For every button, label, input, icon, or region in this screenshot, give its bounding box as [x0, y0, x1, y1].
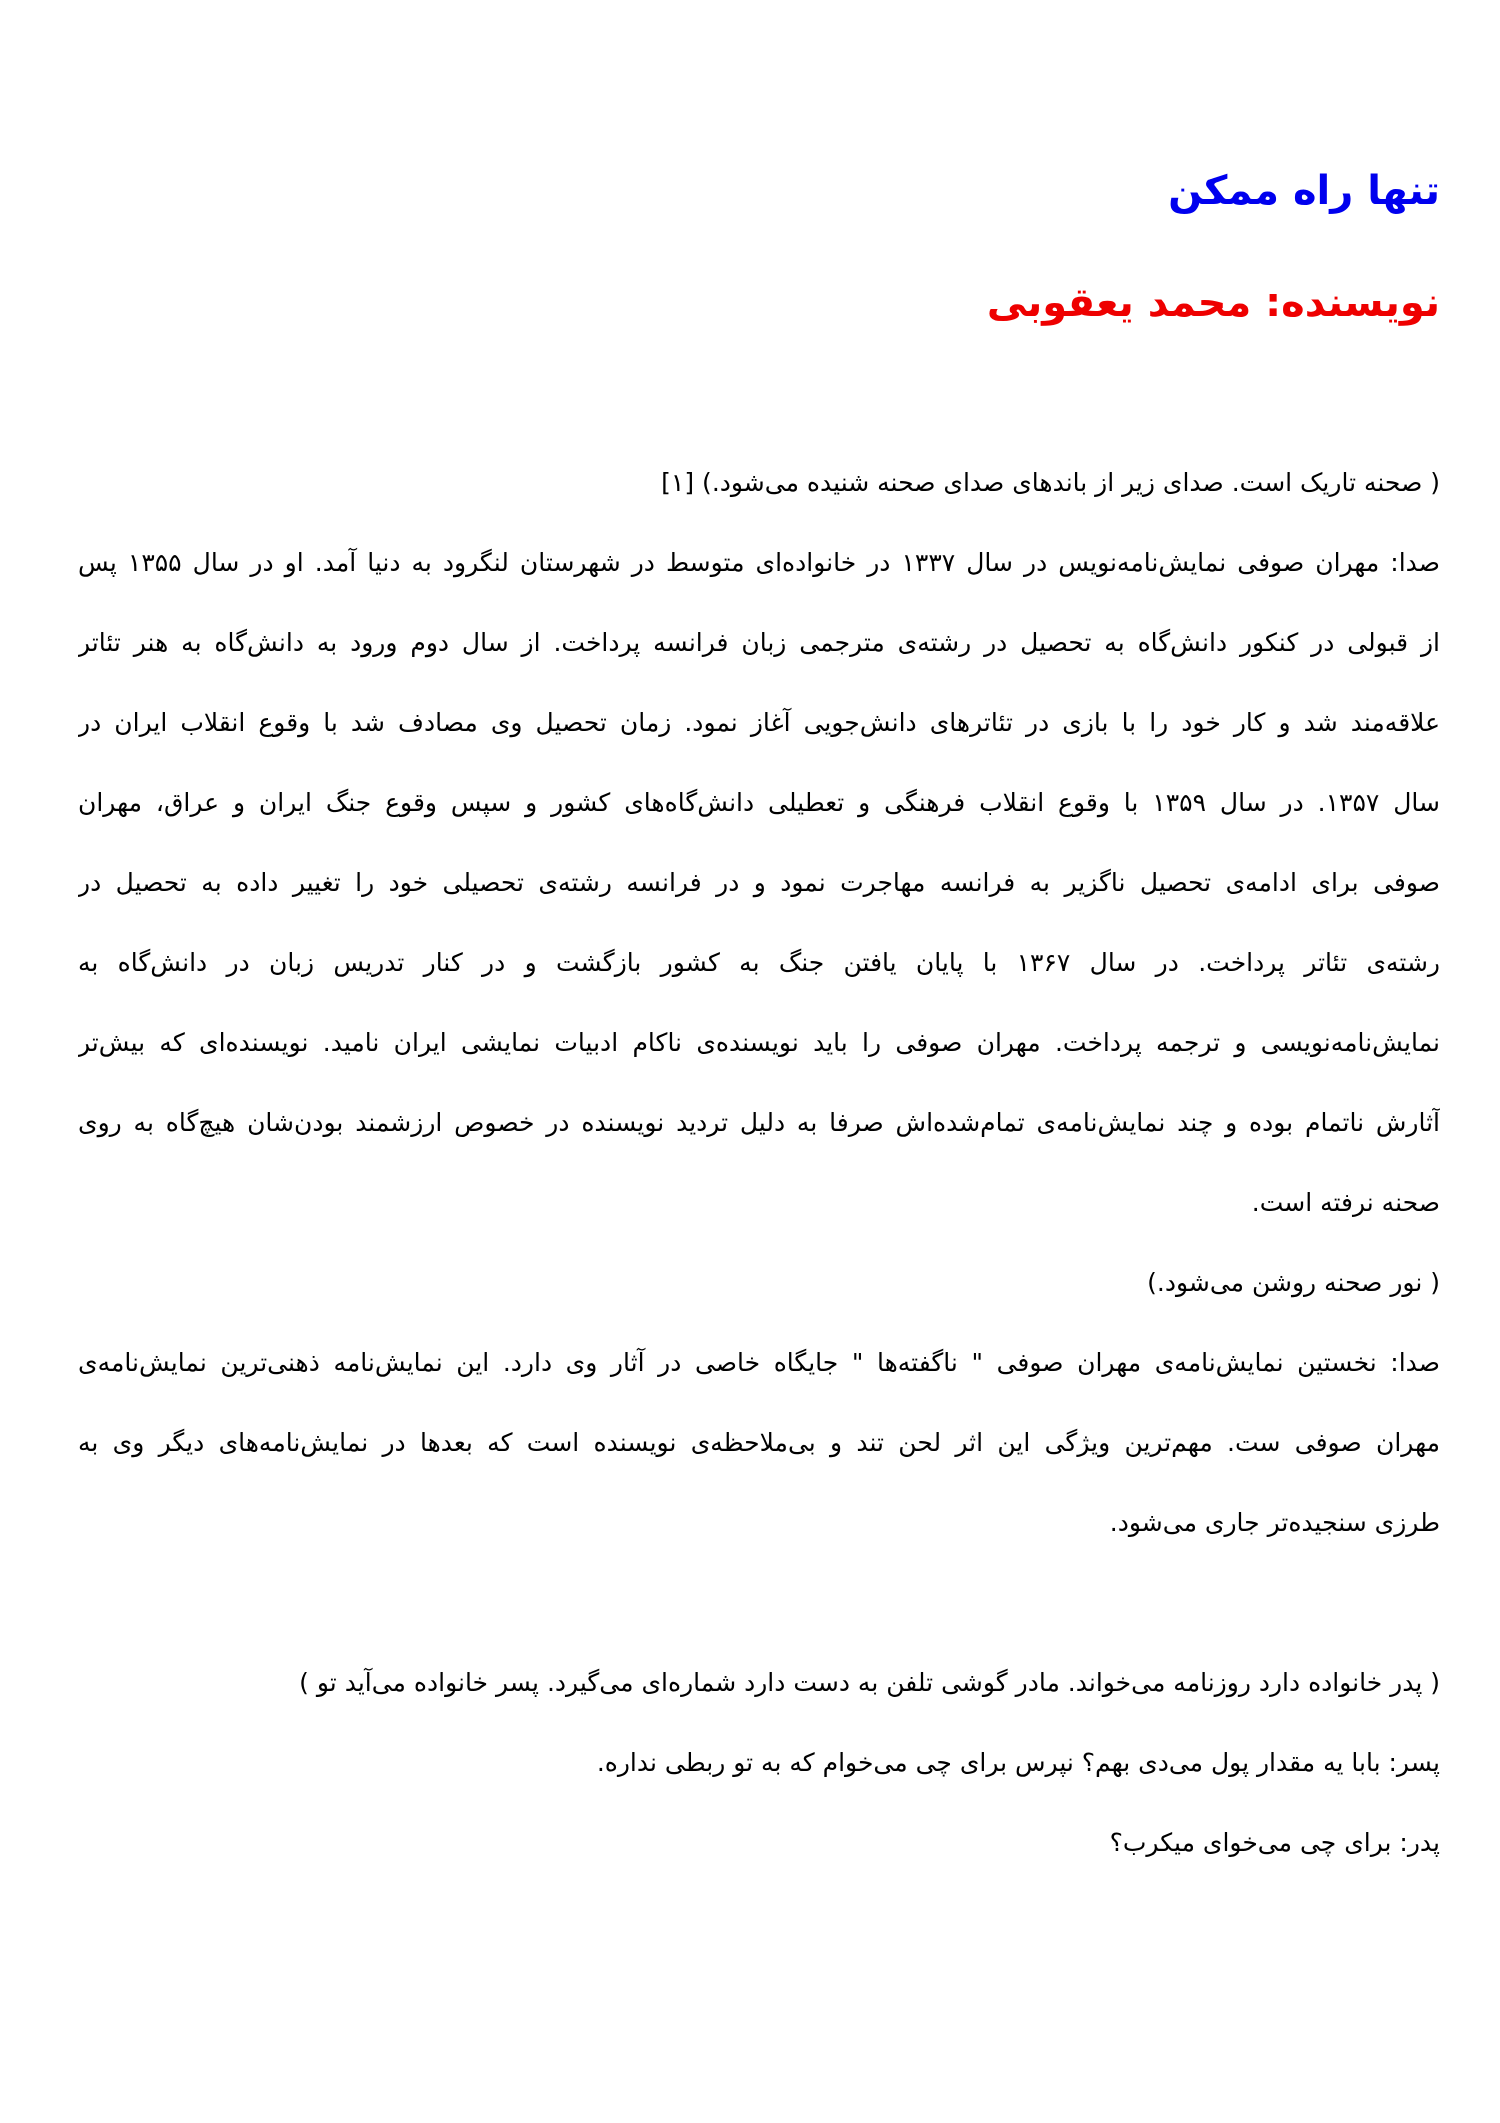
- text-line: آثارش ناتمام بوده و چند نمایش‌نامه‌ی تمام‌شده‌اش صرفا به دلیل تردید نویسنده در خصوص ارزشمند بودن‌شان هیچ‌گاه به روی: [78, 1108, 1440, 1137]
- paragraph: [78, 1735, 1440, 1815]
- paragraph: [78, 1335, 1440, 1575]
- text-line: ( نور صحنه روشن می‌شود.): [1147, 1268, 1440, 1297]
- paragraph: [78, 1655, 1440, 1735]
- text-line: صوفی برای ادامه‌ی تحصیل ناگزیر به فرانسه مهاجرت نمود و در فرانسه رشته‌ی تحصیلی خود را تغییر داده به تحصیل در: [78, 868, 1440, 897]
- paragraph: [78, 535, 1440, 1255]
- document-body: [78, 455, 1440, 1895]
- text-line: سال ۱۳۵۷. در سال ۱۳۵۹ با وقوع انقلاب فرهنگی و تعطیلی دانش‌گاه‌های کشور و سپس وقوع جنگ ایران و عراق، مهران: [78, 788, 1440, 817]
- paragraph: [78, 455, 1440, 535]
- text-line: ( پدر خانواده دارد روزنامه می‌خواند. مادر گوشی تلفن به دست دارد شماره‌ای می‌گیرد. پسر خانواده می‌آید تو ): [299, 1668, 1440, 1697]
- text-line: صدا: مهران صوفی نمایش‌نامه‌نویس در سال ۱۳۳۷ در خانواده‌ای متوسط در شهرستان لنگرود به دنیا آمد. او در سال ۱۳۵۵ پس: [78, 548, 1440, 577]
- document-title: تنها راه ممکن: [1168, 168, 1440, 214]
- paragraph: [78, 1255, 1440, 1335]
- document-author: نویسنده: محمد یعقوبی: [986, 280, 1440, 326]
- text-line: علاقه‌مند شد و کار خود را با بازی در تئاترهای دانش‌جویی آغاز نمود. زمان تحصیل وی مصادف شد با وقوع انقلاب ایران در: [78, 708, 1440, 737]
- text-line: پدر: برای چی می‌خوای میکرب؟: [1109, 1828, 1440, 1857]
- text-line: از قبولی در کنکور دانش‌گاه به تحصیل در رشته‌ی مترجمی زبان فرانسه پرداخت. از سال دوم ورود به دانش‌گاه به هنر تئاتر: [78, 628, 1440, 657]
- text-line: رشته‌ی تئاتر پرداخت. در سال ۱۳۶۷ با پایان یافتن جنگ به کشور بازگشت و در کنار تدریس زبان در دانش‌گاه به: [78, 948, 1440, 977]
- text-line: نمایش‌نامه‌نویسی و ترجمه پرداخت. مهران صوفی را باید نویسنده‌ی ناکام ادبیات نمایشی ایران نامید. نویسنده‌ای که بیش‌تر: [78, 1028, 1440, 1057]
- text-line: ( صحنه تاریک است. صدای زیر از باندهای صدای صحنه شنیده می‌شود.) [۱]: [661, 468, 1440, 497]
- text-line: طرزی سنجیده‌تر جاری می‌شود.: [1109, 1508, 1440, 1537]
- text-line: صدا: نخستین نمایش‌نامه‌ی مهران صوفی " ناگفته‌ها " جایگاه خاصی در آثار وی دارد. این نمایش‌نامه ذهنی‌ترین نمایش‌نامه‌ی: [78, 1348, 1440, 1377]
- text-line: مهران صوفی ست. مهم‌ترین ویژگی این اثر لحن تند و بی‌ملاحظه‌ی نویسنده است که بعدها در نمایش‌نامه‌های دیگر وی به: [78, 1428, 1440, 1457]
- text-line: صحنه نرفته است.: [1251, 1188, 1440, 1217]
- text-line: پسر: بابا یه مقدار پول می‌دی بهم؟ نپرس برای چی می‌خوام که به تو ربطی نداره.: [596, 1748, 1440, 1777]
- blank-line: [78, 1575, 1440, 1655]
- paragraph: [78, 1815, 1440, 1895]
